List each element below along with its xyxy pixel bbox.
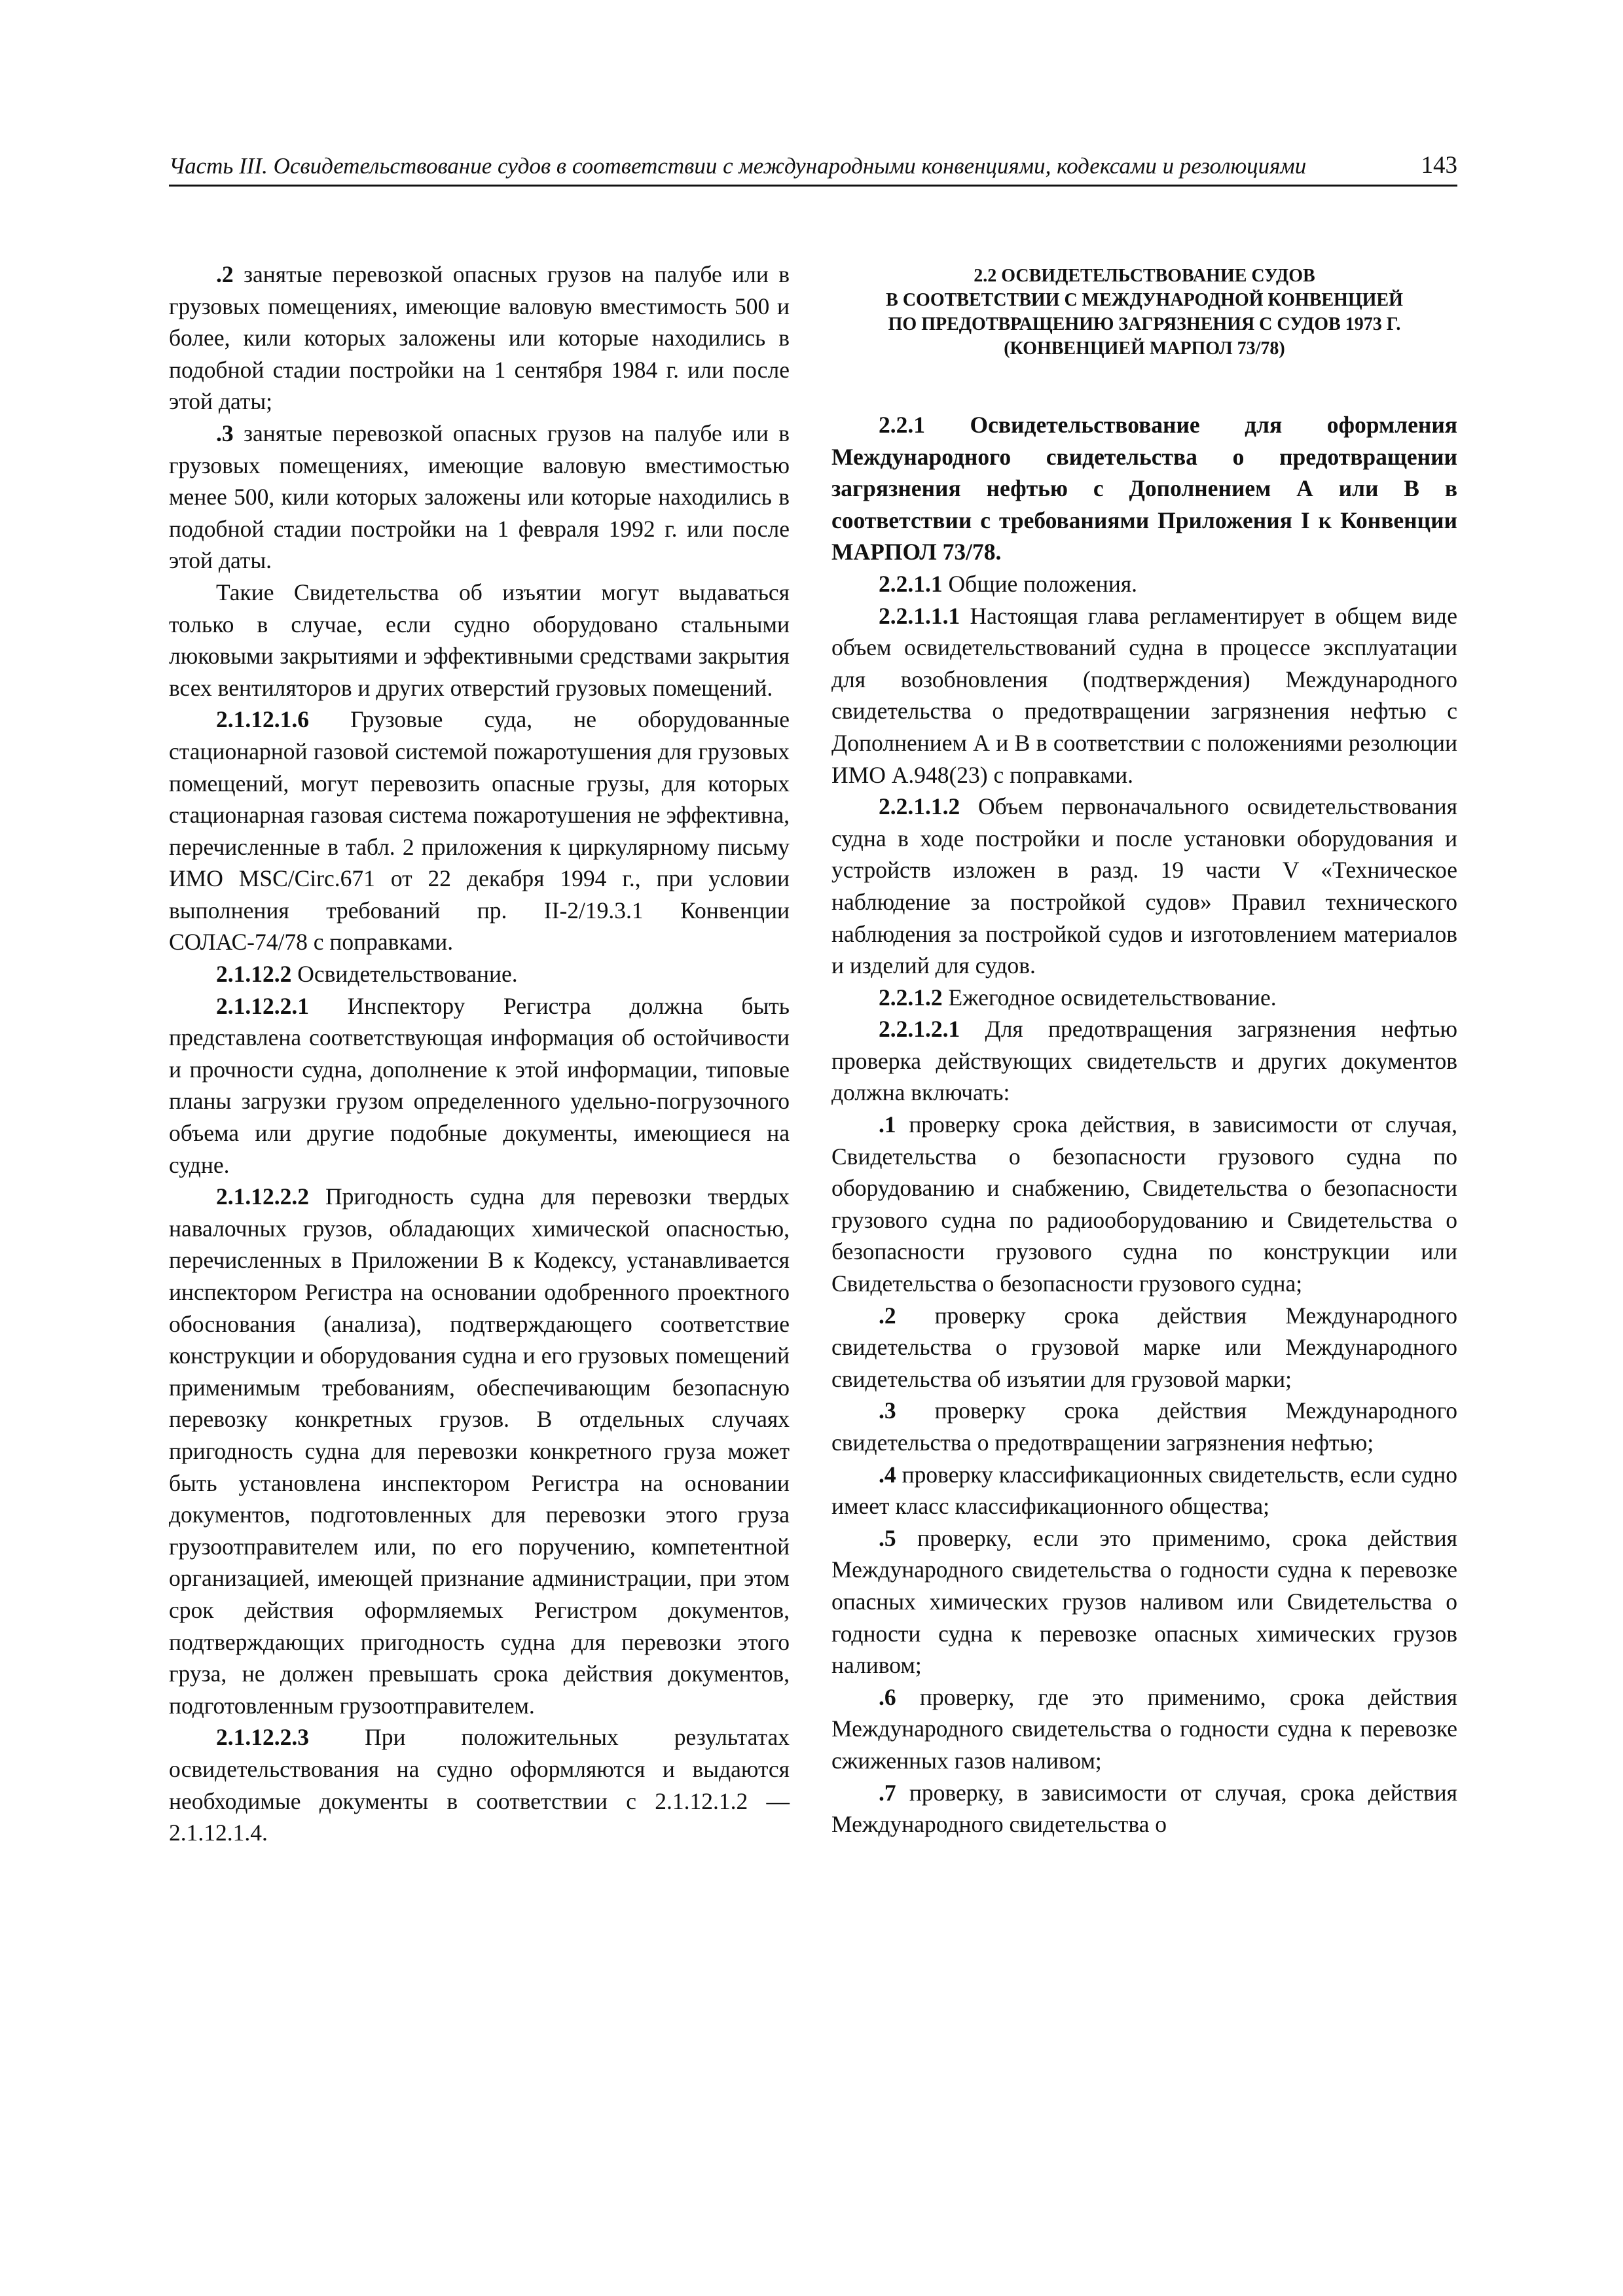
paragraph [831,791,1457,982]
paragraph-text: Для предотвращения загрязнения нефтью проверка действующих свидетельств и других документов должна включать: [831,1016,1457,1106]
clause-number: 2.2.1.1 [879,570,943,597]
list-item [831,1777,1457,1840]
right-column [831,259,1457,1840]
list-item [831,1522,1457,1681]
paragraph-text: Грузовые суда, не оборудованные стационарной газовой системой пожаротушения для грузовых помещений, могут перевозить опасные грузы, для которых стационарная газовая система пожаротушения не эффективна, перечисленные в табл. 2 приложения к циркулярному письму ИМО MSC/Circ.671 от 22 декабря 1994 г., при условии выполнения требований пр. II-2/19.3.1 Конвенции СОЛАС-74/78 с поправками. [169,706,790,956]
section-heading-line: ПО ПРЕДОТВРАЩЕНИЮ ЗАГРЯЗНЕНИЯ С СУДОВ 1973 Г. [888,314,1401,334]
paragraph-text: Такие Свидетельства об изъятии могут выдаваться только в случае, если судно оборудовано стальными люковыми закрытиями и эффективными средствами закрытия всех вентиляторов и других отверстий грузовых помещений. [169,579,790,701]
paragraph-text: проверку срока действия Международного свидетельства о предотвращении загрязнения нефтью; [831,1397,1457,1456]
paragraph-text: занятые перевозкой опасных грузов на палубе или в грузовых помещениях, имеющие валовую вместимость 500 и более, кили которых заложены или которые находились в подобной стадии постройки на 1 сентября 1984 г. или после этой даты; [169,261,790,415]
item-number: .3 [879,1397,896,1424]
paragraph-text: проверку, в зависимости от случая, срока действия Международного свидетельства о [831,1779,1457,1838]
paragraph [831,982,1457,1014]
section-heading-line: (КОНВЕНЦИЕЙ МАРПОЛ 73/78) [1004,338,1285,359]
paragraph-text: Объем первоначального освидетельствования судна в ходе постройки и после установки оборудования и устройств изложен в разд. 19 части V «Техническое наблюдение за постройкой судов» Правил технического наблюдения за постройкой судов и изготовлением материалов и изделий для судов. [831,793,1457,979]
paragraph [831,600,1457,791]
paragraph-text: проверку, где это применимо, срока действия Международного свидетельства о годности судна к перевозке сжиженных газов наливом; [831,1683,1457,1774]
paragraph-text: При положительных результатах освидетельствования на судно оформляются и выдаются необходимые документы в соответствии с 2.1.12.1.2 — 2.1.12.1.4. [169,1724,790,1846]
paragraph [169,577,790,704]
paragraph-text: проверку классификационных свидетельств, если судно имеет класс классификационного общества; [831,1461,1457,1520]
paragraph-text: Инспектору Регистра должна быть представлена соответствующая информация об остойчивости и прочности судна, дополнение к этой информации, типовые планы загрузки грузом определенного удельно-погрузочного объема или другие подобные документы, имеющиеся на судне. [169,992,790,1178]
clause-number: 2.2.1.2.1 [879,1016,960,1043]
left-column [169,259,790,1849]
paragraph [169,418,790,577]
list-item [831,1300,1457,1395]
clause-number: 2.2.1.1.2 [879,793,960,820]
paragraph-text: проверку срока действия, в зависимости от случая, Свидетельства о безопасности грузового судна по оборудованию и снабжению, Свидетельства о безопасности грузового судна по радиооборудованию и Свидетельства о безопасности грузового судна по конструкции или Свидетельства о безопасности грузового судна; [831,1111,1457,1297]
item-number: .5 [879,1524,896,1551]
clause-number: 2.1.12.1.6 [216,706,309,733]
paragraph-text: Освидетельствование. [291,961,518,988]
list-item [831,1459,1457,1522]
clause-number: 2.2.1.2 [879,984,943,1011]
list-item [831,1109,1457,1300]
paragraph-text: Пригодность судна для перевозки твердых навалочных грузов, обладающих химической опасностью, перечисленных в Приложении В к Кодексу, устанавливается инспектором Регистра на основании одобренного проектного обоснования (анализа), подтверждающего соответствие конструкции и оборудования судна и его грузовых помещений применимым требованиям, обеспечивающим безопасную перевозку конкретных грузов. В отдельных случаях пригодность судна для перевозки конкретного груза может быть установлена инспектором Регистра на основании документов, подготовленных для перевозки этого груза грузоотправителем или, по его поручению, компетентной организацией, имеющей признание администрации, при этом срок действия оформляемых Регистром документов, подтверждающих пригодность судна для перевозки этого груза, не должен превышать срока действия документов, подготовленным грузоотправителем. [169,1183,790,1719]
clause-number: 2.1.12.2 [216,961,292,988]
paragraph [169,259,790,418]
paragraph-text: Настоящая глава регламентирует в общем виде объем освидетельствований судна в процессе эксплуатации для возобновления (подтверждения) Международного свидетельства о предотвращении загрязнения нефтью с Дополнением А и В в соответствии с положениями резолюции ИМО А.948(23) с поправками. [831,602,1457,788]
section-heading-line: 2.2 ОСВИДЕТЕЛЬСТВОВАНИЕ СУДОВ [974,266,1315,286]
item-number: .7 [879,1779,896,1806]
section-heading [831,264,1457,361]
paragraph-text: проверку срока действия Международного свидетельства о грузовой марке или Международного свидетельства об изъятии для грузовой марки; [831,1302,1457,1392]
clause-number: 2.1.12.2.1 [216,992,309,1019]
clause-number: 2.1.12.2.2 [216,1183,309,1210]
section-heading-line: В СООТВЕТСТВИИ С МЕЖДУНАРОДНОЙ КОНВЕНЦИЕЙ [886,290,1403,310]
item-number: .2 [216,261,234,287]
list-item [831,1681,1457,1777]
list-item [831,1395,1457,1458]
paragraph-text: Общие положения. [942,570,1138,597]
running-header [169,145,1457,187]
running-header-title: Часть III. Освидетельствование судов в соответствии с международными конвенциями, кодексами и резолюциями [169,153,1307,179]
page-number: 143 [1421,152,1457,179]
paragraph-text: проверку, если это применимо, срока действия Международного свидетельства о годности судна к перевозке опасных химических грузов наливом или Свидетельства о годности судна к перевозке опасных химических грузов наливом; [831,1524,1457,1679]
clause-number: 2.2.1.1.1 [879,602,960,629]
clause-number: 2.1.12.2.3 [216,1724,309,1751]
paragraph [831,1013,1457,1109]
paragraph [831,568,1457,600]
paragraph [169,958,790,990]
paragraph [169,704,790,958]
paragraph [169,990,790,1181]
item-number: .1 [879,1111,896,1138]
item-number: .3 [216,420,234,446]
paragraph [169,1721,790,1848]
item-number: .4 [879,1461,896,1488]
subsection-heading: 2.2.1 Освидетельствование для оформления Международного свидетельства о предотвращении загрязнения нефтью с Дополнением А или В в соответствии с требованиями Приложения I к Конвенции МАРПОЛ 73/78. [831,412,1457,565]
paragraph [169,1181,790,1721]
item-number: .6 [879,1683,896,1710]
paragraph-text: Ежегодное освидетельствование. [942,984,1277,1011]
item-number: .2 [879,1302,896,1329]
paragraph-text: занятые перевозкой опасных грузов на палубе или в грузовых помещениях, имеющие валовую вместимостью менее 500, кили которых заложены или которые находились в подобной стадии постройки на 1 февраля 1992 г. или после этой даты. [169,420,790,574]
